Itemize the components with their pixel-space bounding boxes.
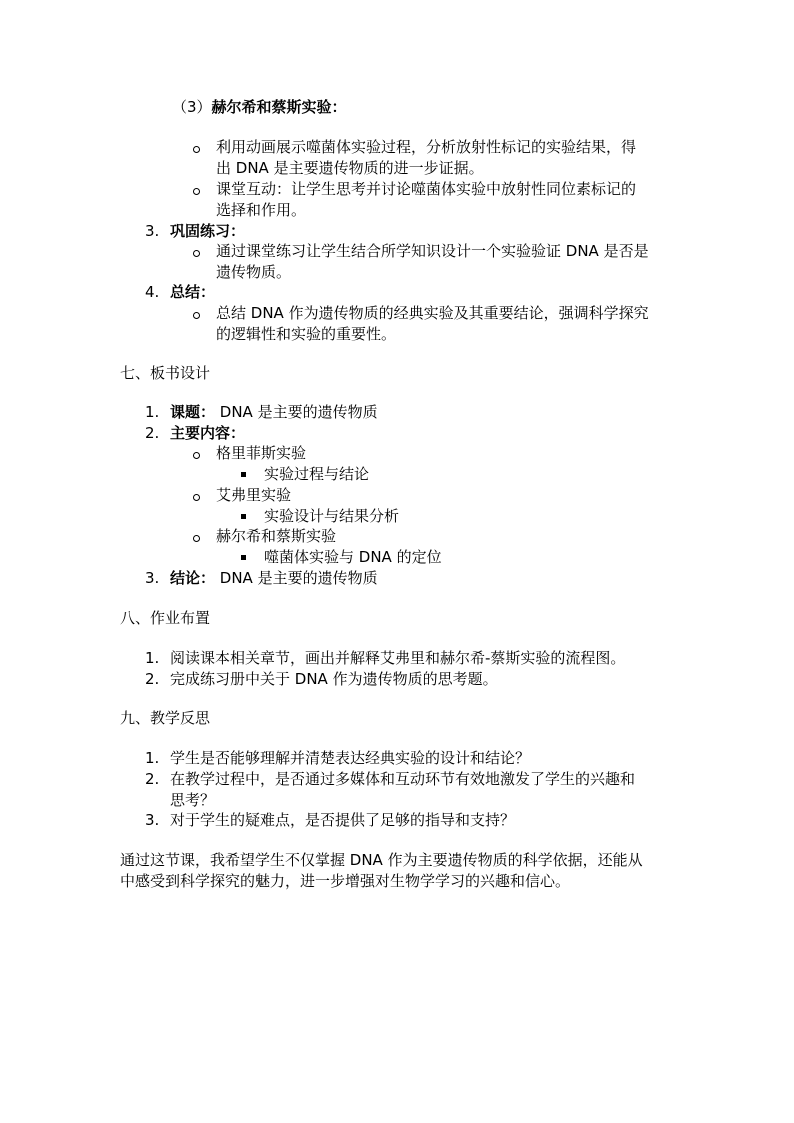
list-item-line: 的逻辑性和实验的重要性。	[216, 325, 397, 343]
section-heading: 八、作业布置	[120, 609, 211, 627]
list-item-line: 遗传物质。	[216, 263, 292, 281]
list-item-line: 出 DNA 是主要遗传物质的进一步证据。	[216, 159, 484, 177]
list-item-line: 思考？	[170, 791, 216, 809]
square-bullet-icon	[241, 514, 246, 519]
sub-item: 艾弗里实验	[216, 486, 292, 504]
list-number: 3.	[145, 222, 160, 240]
list-number: 2.	[145, 424, 160, 442]
subsection-title: 赫尔希和蔡斯实验：	[211, 98, 347, 116]
list-number: 2.	[145, 670, 160, 688]
section-heading: 九、教学反思	[120, 709, 211, 727]
sub-sub-item: 噬菌体实验与 DNA 的定位	[264, 548, 442, 566]
section-heading: 七、板书设计	[120, 364, 211, 382]
list-number: 3.	[145, 811, 160, 829]
list-item: 对于学生的疑难点，是否提供了足够的指导和支持？	[170, 811, 516, 829]
circle-bullet-icon	[193, 494, 200, 501]
list-item-line: 在教学过程中，是否通过多媒体和互动环节有效地激发了学生的兴趣和	[170, 770, 636, 788]
closing-paragraph-line: 中感受到科学探究的魅力，进一步增强对生物学学习的兴趣和信心。	[120, 872, 571, 890]
sub-sub-item: 实验过程与结论	[264, 465, 370, 483]
step-title: 巩固练习：	[170, 222, 246, 240]
sub-sub-item: 实验设计与结果分析	[264, 507, 400, 525]
list-item	[170, 568, 378, 589]
item-label: 主要内容：	[170, 424, 246, 442]
list-item	[170, 402, 378, 423]
list-number: 4.	[145, 283, 160, 301]
item-text: DNA 是主要的遗传物质	[215, 569, 378, 587]
item-label: 课题：	[170, 403, 216, 421]
square-bullet-icon	[241, 472, 246, 477]
sub-item: 赫尔希和蔡斯实验	[216, 527, 337, 545]
step-title: 总结：	[170, 283, 216, 301]
subsection-number: （3）	[172, 98, 212, 116]
sub-item: 格里菲斯实验	[216, 444, 307, 462]
list-item-line: 利用动画展示噬菌体实验过程，分析放射性标记的实验结果，得	[216, 138, 637, 156]
circle-bullet-icon	[193, 452, 200, 459]
item-text: DNA 是主要的遗传物质	[215, 403, 378, 421]
circle-bullet-icon	[193, 250, 200, 257]
list-number: 2.	[145, 770, 160, 788]
list-item-line: 总结 DNA 作为遗传物质的经典实验及其重要结论，强调科学探究	[216, 304, 649, 322]
list-item: 阅读课本相关章节，画出并解释艾弗里和赫尔希-蔡斯实验的流程图。	[170, 649, 626, 667]
subsection-heading	[172, 97, 347, 118]
list-number: 3.	[145, 569, 160, 587]
circle-bullet-icon	[193, 535, 200, 542]
list-item: 完成练习册中关于 DNA 作为遗传物质的思考题。	[170, 670, 498, 688]
square-bullet-icon	[241, 555, 246, 560]
list-item: 学生是否能够理解并清楚表达经典实验的设计和结论？	[170, 749, 531, 767]
circle-bullet-icon	[193, 146, 200, 153]
list-number: 1.	[145, 403, 160, 421]
list-number: 1.	[145, 749, 160, 767]
item-label: 结论：	[170, 569, 216, 587]
list-item-line: 通过课堂练习让学生结合所学知识设计一个实验验证 DNA 是否是	[216, 242, 649, 260]
list-item-line: 选择和作用。	[216, 201, 307, 219]
circle-bullet-icon	[193, 312, 200, 319]
circle-bullet-icon	[193, 188, 200, 195]
list-item-line: 课堂互动：让学生思考并讨论噬菌体实验中放射性同位素标记的	[216, 180, 637, 198]
closing-paragraph-line: 通过这节课，我希望学生不仅掌握 DNA 作为主要遗传物质的科学依据，还能从	[120, 851, 643, 869]
list-number: 1.	[145, 649, 160, 667]
